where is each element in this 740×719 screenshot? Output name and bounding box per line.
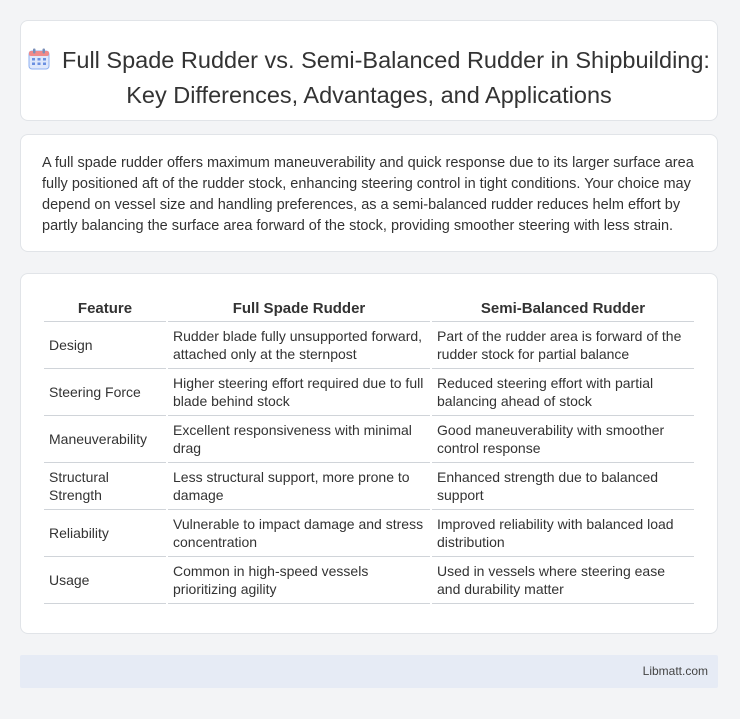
semi-balanced-cell: Good maneuverability with smoother control response (432, 416, 694, 463)
header-feature: Feature (44, 294, 166, 322)
header-full-spade: Full Spade Rudder (168, 294, 430, 322)
table-header-row (44, 294, 694, 322)
full-spade-cell: Less structural support, more prone to damage (168, 463, 430, 510)
title-text: Full Spade Rudder vs. Semi-Balanced Rudder in Shipbuilding: Key Differences, Advantages, and Applications (62, 47, 710, 108)
table-row (44, 510, 694, 557)
semi-balanced-cell: Used in vessels where steering ease and durability matter (432, 557, 694, 604)
header-semi-balanced: Semi-Balanced Rudder (432, 294, 694, 322)
page-title (21, 44, 717, 112)
semi-balanced-cell: Reduced steering effort with partial balancing ahead of stock (432, 369, 694, 416)
feature-cell: Usage (44, 557, 166, 604)
feature-cell: Maneuverability (44, 416, 166, 463)
semi-balanced-cell: Improved reliability with balanced load distribution (432, 510, 694, 557)
feature-cell: Steering Force (44, 369, 166, 416)
full-spade-cell: Excellent responsiveness with minimal drag (168, 416, 430, 463)
full-spade-cell: Vulnerable to impact damage and stress concentration (168, 510, 430, 557)
full-spade-cell: Rudder blade fully unsupported forward, attached only at the sternpost (168, 322, 430, 369)
table-row (44, 369, 694, 416)
table-row (44, 463, 694, 510)
comparison-table (42, 294, 696, 604)
full-spade-cell: Common in high-speed vessels prioritizing agility (168, 557, 430, 604)
table-row (44, 322, 694, 369)
table-row (44, 557, 694, 604)
semi-balanced-cell: Part of the rudder area is forward of the rudder stock for partial balance (432, 322, 694, 369)
calendar-icon (28, 46, 50, 79)
feature-cell: Reliability (44, 510, 166, 557)
intro-card (20, 134, 718, 252)
full-spade-cell: Higher steering effort required due to full blade behind stock (168, 369, 430, 416)
table-row (44, 416, 694, 463)
footer (20, 655, 718, 688)
title-card (20, 20, 718, 121)
feature-cell: Structural Strength (44, 463, 166, 510)
intro-paragraph: A full spade rudder offers maximum maneuverability and quick response due to its larger surface area fully positioned aft of the rudder stock, enhancing steering control in tight conditions. Your choice may depend on vessel size and handling preferences, as a semi-balanced rudder reduces helm effort by partly balancing the surface area forward of the stock, providing smoother steering with less strain. (42, 155, 694, 234)
feature-cell: Design (44, 322, 166, 369)
comparison-card (20, 273, 718, 634)
footer-site-link[interactable]: Libmatt.com (642, 664, 708, 678)
semi-balanced-cell: Enhanced strength due to balanced support (432, 463, 694, 510)
